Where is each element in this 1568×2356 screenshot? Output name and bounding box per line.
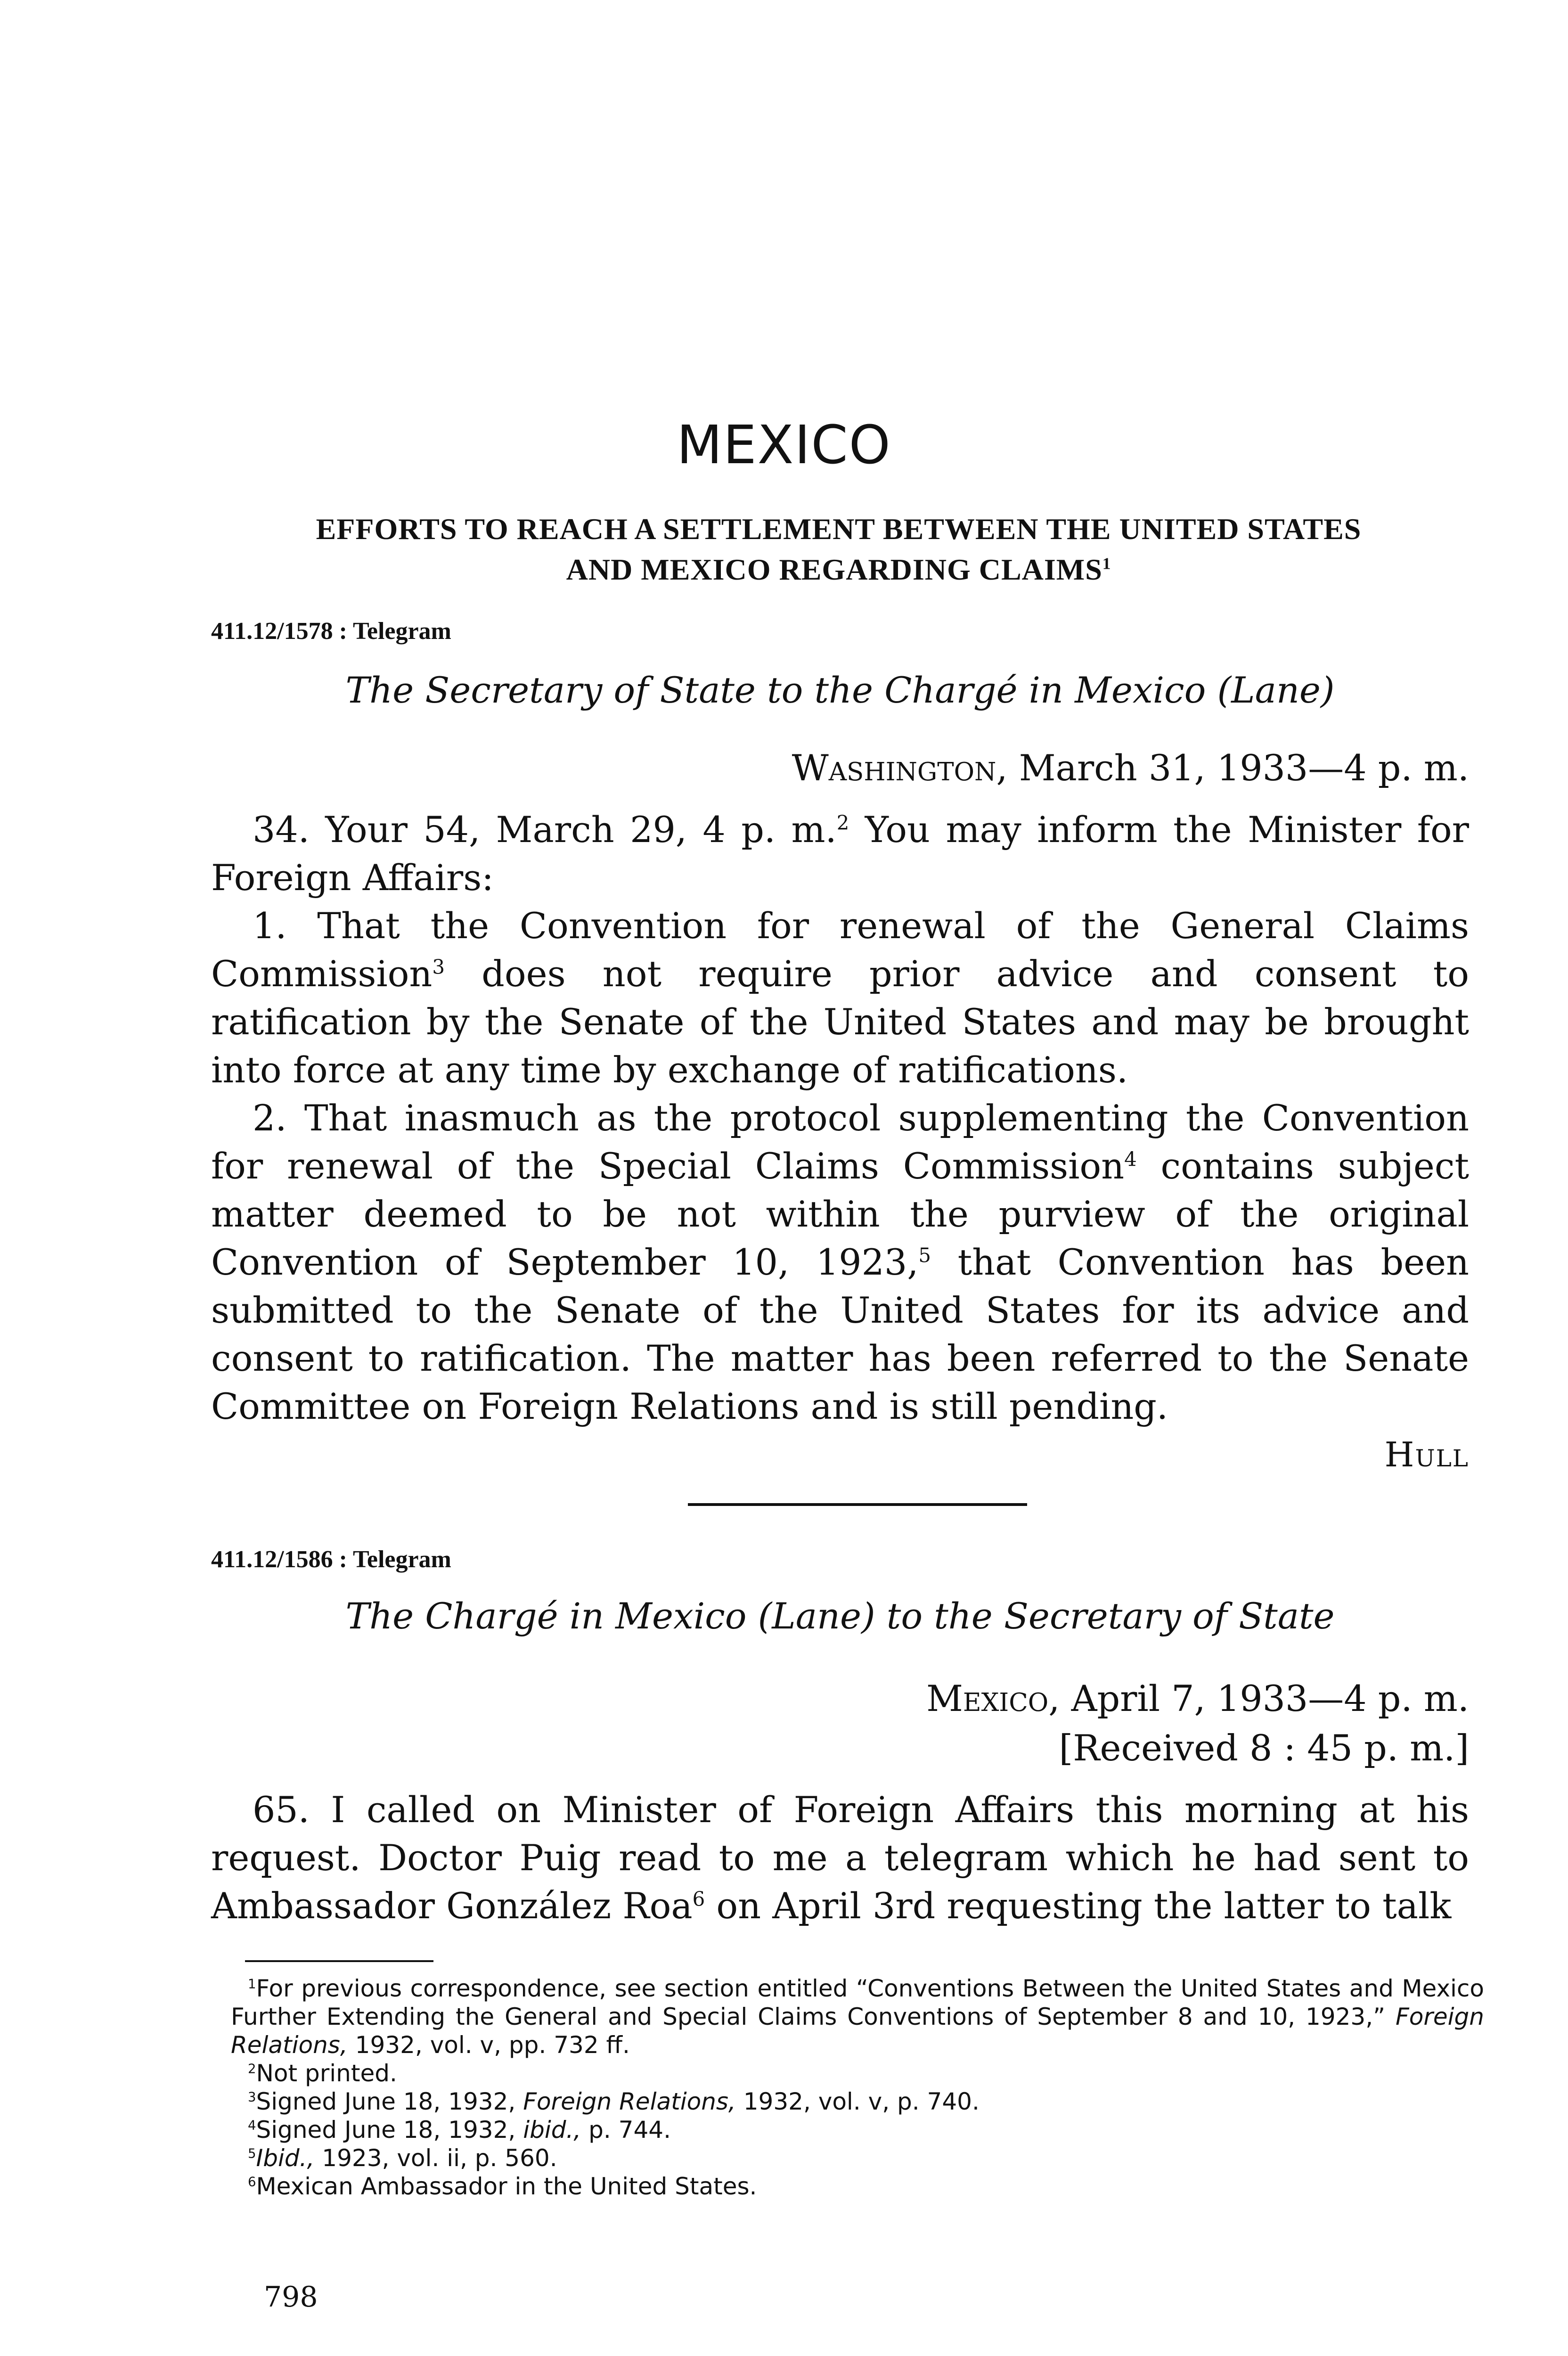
separator-rule	[688, 1503, 1027, 1506]
footnote-ref: 6	[692, 1887, 705, 1911]
received-line: [Received 8 : 45 p. m.]	[1059, 1727, 1469, 1769]
signature: Hull	[1384, 1435, 1469, 1474]
footnote-ref: 1	[1102, 554, 1111, 573]
paragraph: 34. Your 54, March 29, 4 p. m.$^2$ You may inform the Minister for Foreign Affairs:	[211, 809, 1469, 899]
footnote: $^1$For previous correspondence, see section entitled “Conventions Between the United States and Mexico Further Extending the General and Special Claims Conventions of September 8 and 10, 1923,” Foreign Relations, 1932, vol. v, pp. 732 ff.	[231, 1975, 1484, 2059]
heading-line-2: AND MEXICO REGARDING CLAIMS$^1$	[566, 553, 1111, 586]
page-title: MEXICO	[677, 415, 891, 476]
file-reference: 411.12/1586 : Telegram	[211, 1546, 451, 1573]
footnote: $^5$Ibid., 1923, vol. ii, p. 560.	[248, 2144, 557, 2172]
paragraph: 65. I called on Minister of Foreign Affairs this morning at his request. Doctor Puig read to me a telegram which he had sent to Ambassador González Roa$^6$ on April 3rd requesting the latter to talk	[211, 1789, 1469, 1927]
file-reference: 411.12/1578 : Telegram	[211, 618, 451, 645]
page-number: 798	[264, 2281, 318, 2314]
paragraph: 1. That the Convention for renewal of the General Claims Commission$^3$ does not require prior advice and consent to ratification by the Senate of the United States and may be brought into force at any time by exchange of ratifications.	[211, 905, 1469, 1091]
paragraph: 2. That inasmuch as the protocol supplementing the Convention for renewal of the Special Claims Commission$^4$ contains subject matter deemed to be not within the purview of the original Convention of September 10, 1923,$^5$ that Convention has been submitted to the Senate of the United States for its advice and consent to ratification. The matter has been referred to the Senate Committee on Foreign Relations and is still pending.	[211, 1097, 1469, 1427]
telegram-body	[211, 806, 1469, 1431]
heading-line-1: EFFORTS TO REACH A SETTLEMENT BETWEEN THE UNITED STATES	[316, 512, 1362, 546]
footnote-ref: 2	[836, 811, 849, 834]
footnote: $^2$Not printed.	[248, 2060, 397, 2087]
footnote: $^4$Signed June 18, 1932, ibid., p. 744.	[248, 2116, 671, 2143]
document-title: The Chargé in Mexico (Lane) to the Secretary of State	[345, 1595, 1335, 1637]
footnote-ref: 4	[1124, 1147, 1137, 1171]
document-title: The Secretary of State to the Chargé in Mexico (Lane)	[345, 669, 1335, 711]
footnote-ref: 5	[918, 1243, 931, 1267]
footnote-ref: 3	[432, 955, 445, 979]
footnote: $^3$Signed June 18, 1932, Foreign Relations, 1932, vol. v, p. 740.	[248, 2088, 980, 2115]
telegram-body	[211, 1786, 1469, 1930]
section-heading	[198, 509, 1479, 590]
footnote: $^6$Mexican Ambassador in the United States.	[248, 2173, 757, 2200]
dateline: Mexico, April 7, 1933—4 p. m.	[926, 1677, 1469, 1719]
footnotes	[231, 1974, 1484, 2201]
footnote-rule	[245, 1960, 433, 1962]
dateline: Washington, March 31, 1933—4 p. m.	[792, 747, 1469, 789]
